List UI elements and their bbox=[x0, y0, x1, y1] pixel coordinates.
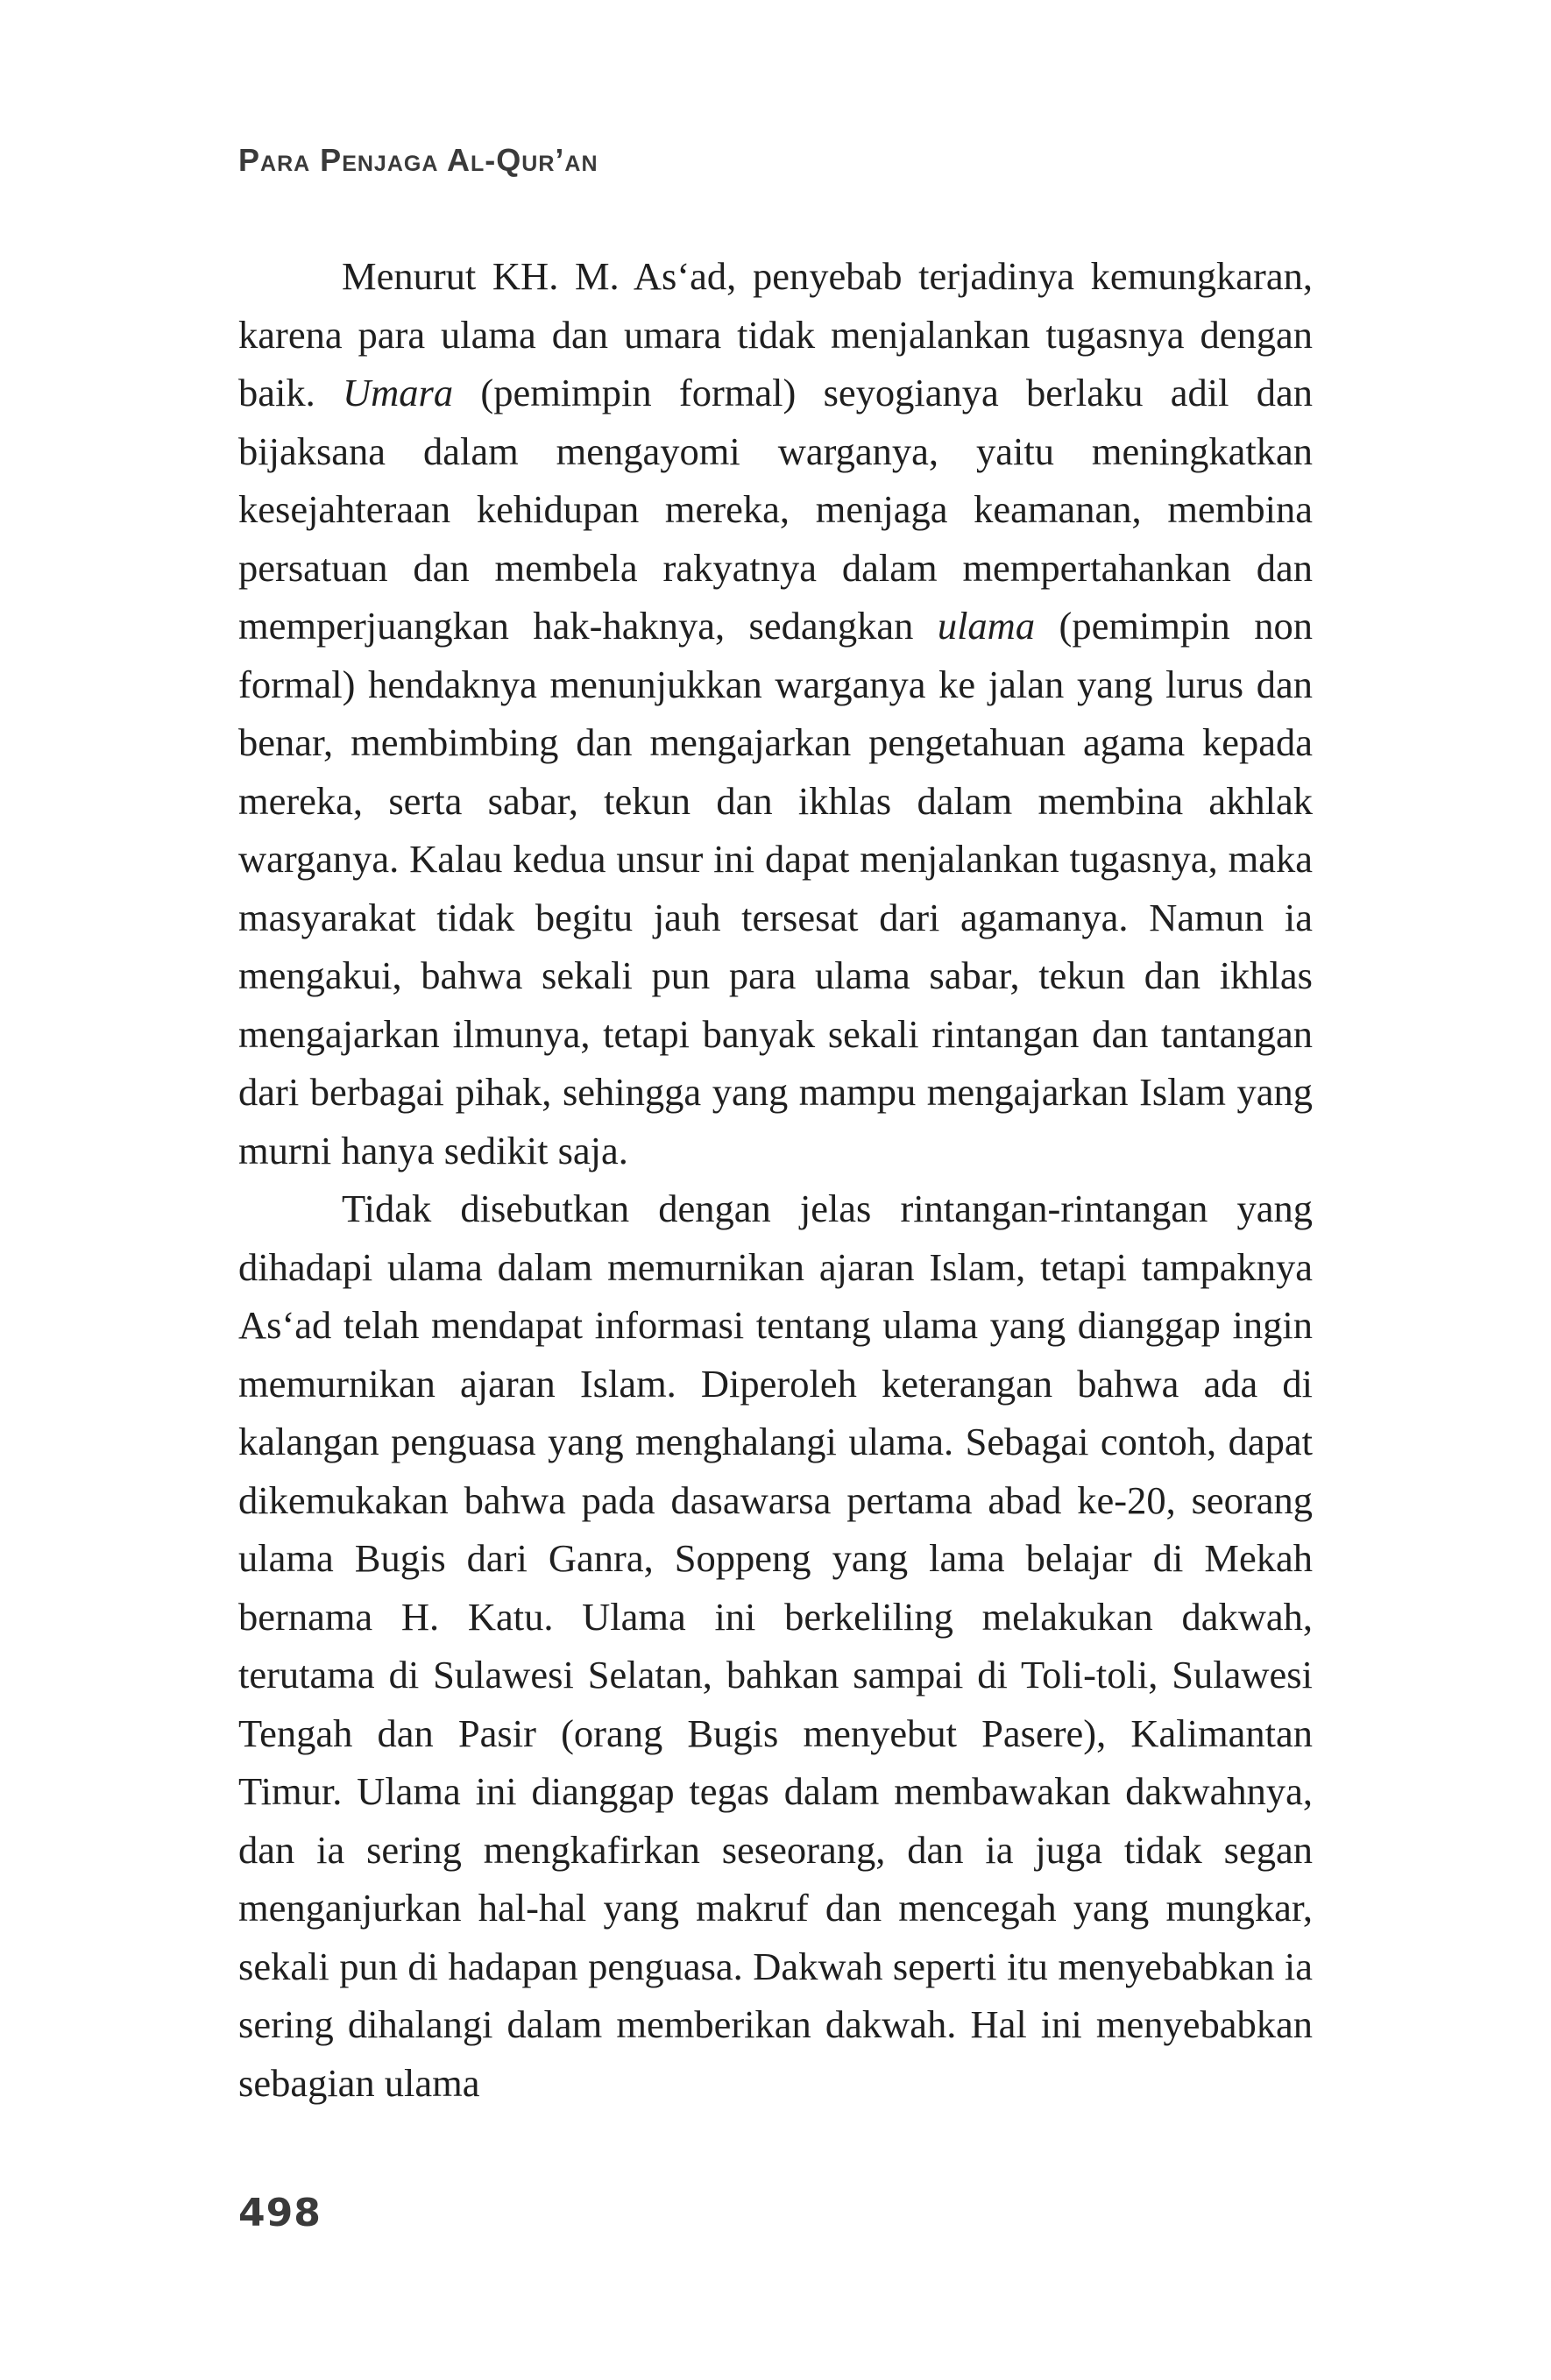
paragraph-1 bbox=[238, 247, 1313, 1179]
running-head-title: Para Penjaga Al-Qur’an bbox=[238, 142, 598, 178]
paragraph-1-part-3: (pemimpin non formal) hendaknya menunjukkan warganya ke jalan yang lurus dan benar, membimbing dan mengajarkan pengetahuan agama kepada mereka, serta sabar, tekun dan ikhlas dalam membina akhlak warganya. Kalau kedua unsur ini dapat menjalankan tugasnya, maka masyarakat tidak begitu jauh tersesat dari agamanya. Namun ia mengakui, bahwa sekali pun para ulama sabar, tekun dan ikhlas mengajarkan ilmunya, tetapi banyak sekali rintangan dan tantangan dari berbagai pihak, sehingga yang mampu mengajarkan Islam yang murni hanya sedikit saja. bbox=[238, 604, 1313, 1172]
italic-term-ulama: ulama bbox=[937, 604, 1036, 648]
body-text bbox=[238, 247, 1313, 2112]
italic-term-umara: Umara bbox=[343, 371, 454, 414]
paragraph-1-part-1: Menurut KH. M. As‘ad, penyebab terjadinya kemungkaran, karena para ulama dan umara tidak menjalankan tugasnya dengan baik. bbox=[238, 254, 1313, 414]
page-number: 498 bbox=[238, 2191, 322, 2235]
paragraph-1-part-2: (pemimpin formal) seyogianya berlaku adil dan bijaksana dalam mengayomi warganya, yaitu meningkatkan kesejahteraan kehidupan mereka, menjaga keamanan, membina persatuan dan membela rakyatnya dalam mempertahankan dan memperjuangkan hak-haknya, sedangkan bbox=[238, 371, 1313, 648]
paragraph-2: Tidak disebutkan dengan jelas rintangan-rintangan yang dihadapi ulama dalam memurnikan ajaran Islam, tetapi tampaknya As‘ad telah mendapat informasi tentang ulama yang dianggap ingin memurnikan ajaran Islam. Diperoleh keterangan bahwa ada di kalangan penguasa yang menghalangi ulama. Sebagai contoh, dapat dikemukakan bahwa pada dasawarsa pertama abad ke-20, seorang ulama Bugis dari Ganra, Soppeng yang lama belajar di Mekah bernama H. Katu. Ulama ini berkeliling melakukan dakwah, terutama di Sulawesi Selatan, bahkan sampai di Toli-toli, Sulawesi Tengah dan Pasir (orang Bugis menyebut Pasere), Kalimantan Timur. Ulama ini dianggap tegas dalam membawakan dakwahnya, dan ia sering mengkafirkan seseorang, dan ia juga tidak segan menganjurkan hal-hal yang makruf dan mencegah yang mungkar, sekali pun di hadapan penguasa. Dakwah seperti itu menyebabkan ia sering dihalangi dalam memberikan dakwah. Hal ini menyebabkan sebagian ulama bbox=[238, 1186, 1313, 2105]
